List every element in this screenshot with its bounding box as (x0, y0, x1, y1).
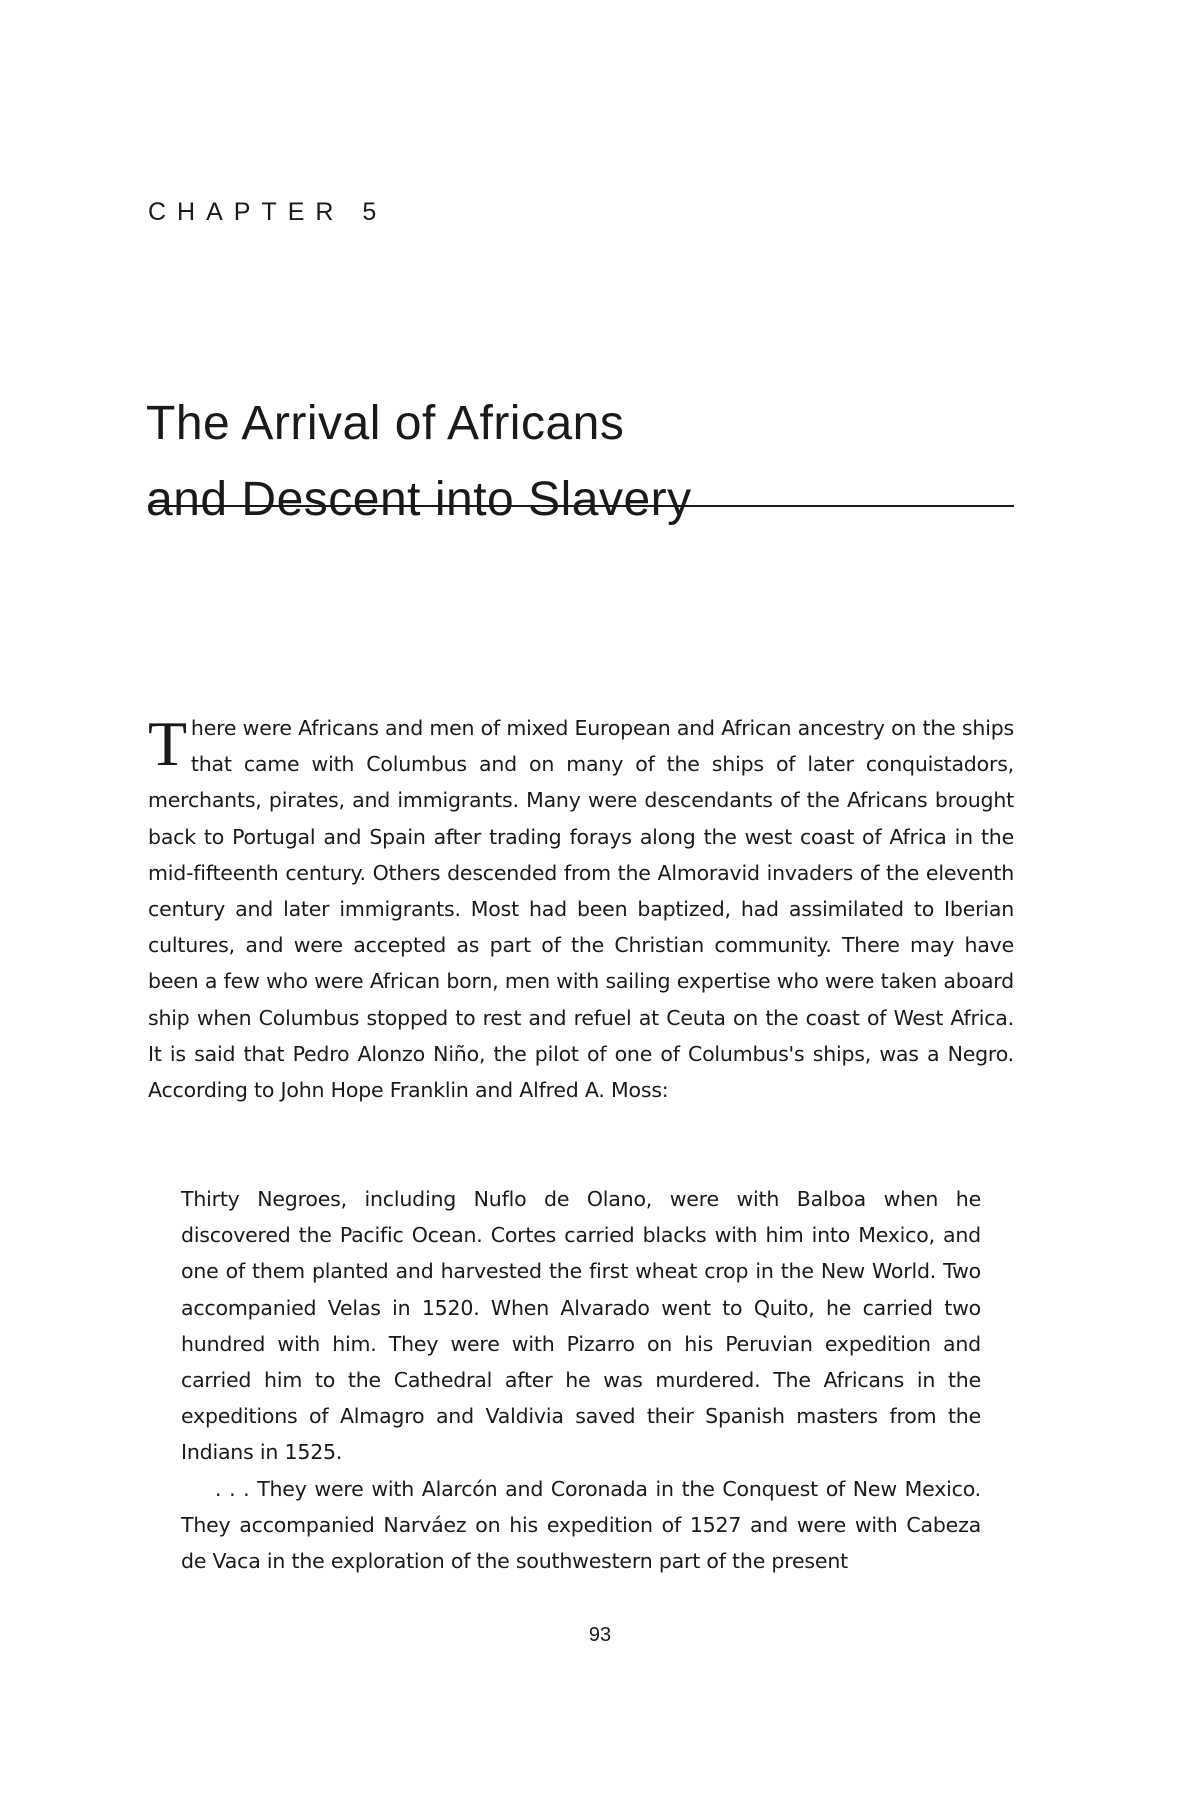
chapter-label: CHAPTER 5 (148, 198, 388, 226)
quote-paragraph-2: . . . They were with Alarcón and Coronada in the Conquest of New Mexico. They accompanied Narváez on his expedition of 1527 and were with Cabeza de Vaca in the exploration of the southwestern part of the present (181, 1476, 981, 1574)
opening-paragraph-text: here were Africans and men of mixed European and African ancestry on the ships that came with Columbus and on many of the ships of later conquistadors, merchants, pirates, and immigrants. Many were descendants of the Africans brought back to Portugal and Spain after trading forays along the west coast of Africa in the mid-fifteenth century. Others descended from the Almoravid invaders of the eleventh century and later immigrants. Most had been baptized, had assimilated to Iberian cultures, and were accepted as part of the Christian community. There may have been a few who were African born, men with sailing expertise who were taken aboard ship when Columbus stopped to rest and refuel at Ceuta on the coast of West Africa. It is said that Pedro Alonzo Niño, the pilot of one of Columbus's ships, was a Negro. According to John Hope Franklin and Alfred A. Moss: (148, 716, 1014, 1103)
chapter-title (146, 386, 1016, 538)
page-number: 93 (588, 1624, 612, 1646)
chapter-title-line-2: and Descent into Slavery (146, 473, 692, 527)
opening-paragraph (148, 710, 1014, 1108)
chapter-title-line-1: The Arrival of Africans (146, 397, 625, 451)
block-quote (181, 1181, 981, 1579)
title-divider (148, 505, 1014, 507)
quote-paragraph-1: Thirty Negroes, including Nuflo de Olano, were with Balboa when he discovered the Pacific Ocean. Cortes carried blacks with him into Mexico, and one of them planted and harvested the first wheat crop in the New World. Two accompanied Velas in 1520. When Alvarado went to Quito, he carried two hundred with him. They were with Pizarro on his Peruvian expedition and carried him to the Cathedral after he was murdered. The Africans in the expeditions of Almagro and Valdivia saved their Spanish masters from the Indians in 1525. (181, 1187, 981, 1465)
drop-cap: T (148, 708, 187, 779)
